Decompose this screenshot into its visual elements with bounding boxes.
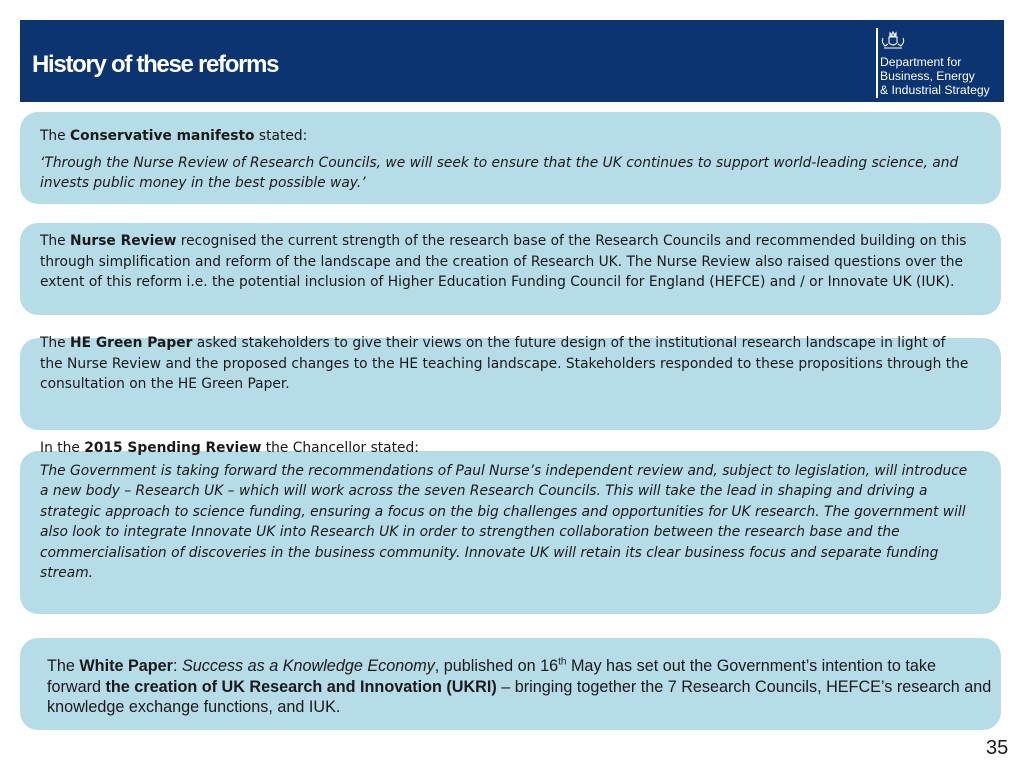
green-paper-body: asked stakeholders to give their views on the future design of the institutional research landscape in light of the Nurse Review and the proposed changes to the HE teaching landscape. Stakeholders responded to these propositions through the consultation on the HE Green Paper. xyxy=(40,335,969,392)
nurse-review-heading: Nurse Review xyxy=(70,233,177,249)
white-paper-text xyxy=(47,656,992,718)
conservative-manifesto-heading: Conservative manifesto xyxy=(70,128,255,144)
spending-prefix: In the xyxy=(40,440,85,456)
white-paper-date: , published on 16 xyxy=(434,657,559,675)
logo-divider xyxy=(876,28,878,98)
department-line-3: & Industrial Strategy xyxy=(880,83,990,97)
white-paper-intention: May has set out the Government’s intention to take forward xyxy=(47,657,936,696)
nurse-prefix: The xyxy=(40,233,71,249)
header-bar xyxy=(20,20,1004,102)
date-ordinal: th xyxy=(558,656,567,668)
department-logo xyxy=(874,26,1002,98)
spending-review-heading: 2015 Spending Review xyxy=(84,440,262,456)
nurse-review-text xyxy=(40,231,970,293)
conservative-manifesto-intro xyxy=(40,126,970,147)
page-title: History of these reforms xyxy=(32,51,279,78)
white-paper-prefix: The xyxy=(47,657,80,675)
spending-review-intro xyxy=(40,438,970,459)
spending-review-quote: The Government is taking forward the recommendations of Paul Nurse’s independent review and, subject to legislation, will introduce a new body – Research UK – which will work across the seven Research Councils. This will take the lead in shaping and driving a strategic approach to science funding, ensuring a focus on the big challenges and opportunities for UK research. The government will also look to integrate Innovate UK into Research UK in order to strengthen collaboration between the research base and the commercialisation of discoveries in the business community. Innovate UK will retain its clear business focus and separate funding stream. xyxy=(40,462,968,581)
royal-crest-icon xyxy=(880,29,906,51)
conservative-manifesto-text xyxy=(40,126,970,194)
green-paper-heading: HE Green Paper xyxy=(70,335,193,351)
green-paper-prefix: The xyxy=(40,335,71,351)
white-paper-title: Success as a Knowledge Economy xyxy=(181,657,435,675)
nurse-review-body: recognised the current strength of the research base of the Research Councils and recommended building on this through simplification and reform of the landscape and the creation of Research UK. The Nurse Review also raised questions over the extent of this reform i.e. the potential inclusion of Higher Education Funding Council for England (HEFCE) and / or Innovate UK (IUK). xyxy=(40,233,967,290)
intro-prefix: The xyxy=(40,128,71,144)
white-paper-heading: White Paper xyxy=(79,657,173,675)
department-line-2: Business, Energy xyxy=(880,69,975,83)
nurse-review-paragraph xyxy=(40,231,970,293)
green-paper-text xyxy=(40,333,970,395)
conservative-manifesto-quote: ‘Through the Nurse Review of Research Councils, we will seek to ensure that the UK continues to support world-leading science, and invests public money in the best possible way.’ xyxy=(40,154,959,191)
white-paper-colon: : xyxy=(172,657,182,675)
white-paper-body: – bringing together the 7 Research Councils, HEFCE’s research and knowledge exchange functions, and IUK. xyxy=(47,677,992,716)
green-paper-paragraph xyxy=(40,333,970,395)
department-line-1: Department for xyxy=(880,55,962,69)
spending-review-text xyxy=(40,438,970,584)
ukri-creation: the creation of UK Research and Innovation (UKRI) xyxy=(105,677,497,696)
spending-suffix: the Chancellor stated: xyxy=(261,440,419,456)
page-number: 35 xyxy=(986,737,1009,759)
department-name xyxy=(880,55,990,97)
intro-suffix: stated: xyxy=(254,128,308,144)
